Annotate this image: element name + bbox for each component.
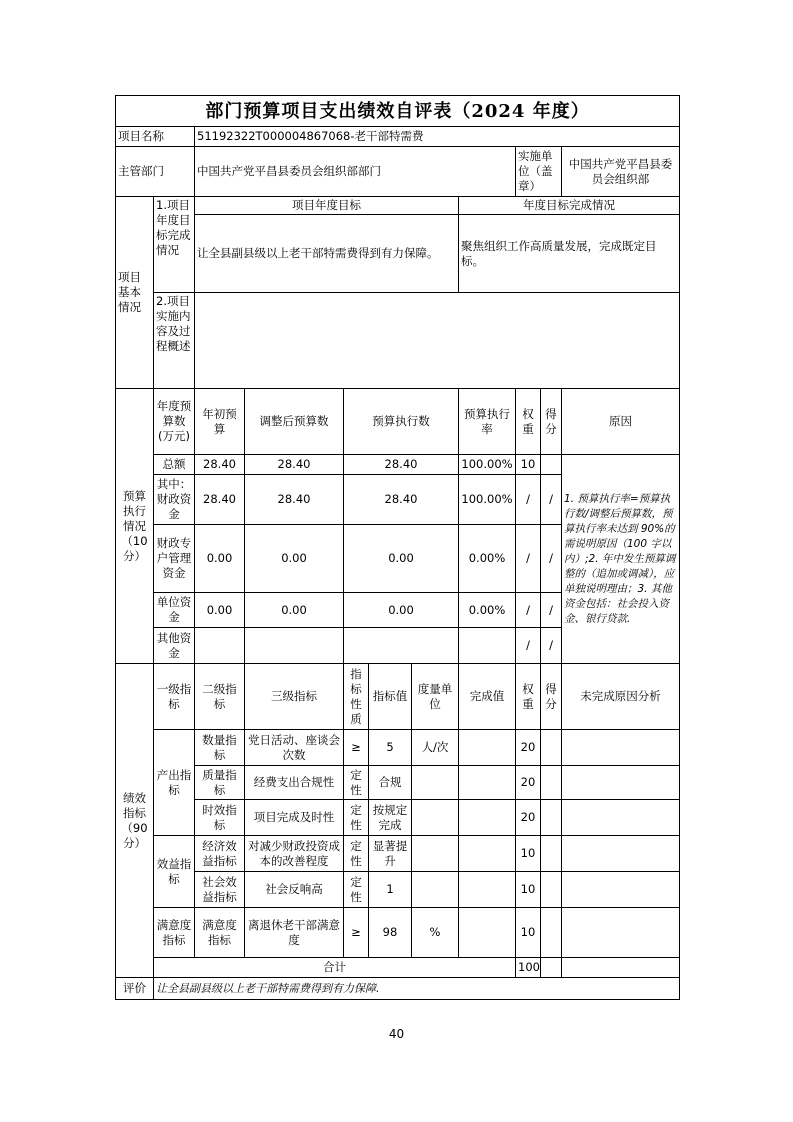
budget-adjusted: 0.00: [245, 593, 344, 628]
indicator-weight: 20: [516, 800, 541, 836]
level3-header: 三级指标: [245, 664, 344, 730]
indicator-analysis: [562, 908, 680, 958]
indicator-score: [541, 872, 562, 908]
indicator-nature: 定性: [344, 872, 369, 908]
indicator-completion: [459, 908, 516, 958]
indicator-completion: [459, 800, 516, 836]
budget-adjusted: [245, 628, 344, 664]
indicator-level3: 经费支出合规性: [245, 766, 344, 800]
indicator-value: 按规定完成: [369, 800, 412, 836]
executed-budget-header: 预算执行数: [344, 389, 459, 455]
indicator-completion: [459, 766, 516, 800]
initial-budget-header: 年初预算: [195, 389, 245, 455]
dept-value: 中国共产党平昌县委员会组织部部门: [195, 147, 516, 197]
completion-value-header: 完成值: [459, 664, 516, 730]
nature-header: 指标性质: [344, 664, 369, 730]
budget-executed: 0.00: [344, 525, 459, 593]
indicator-nature: ≥: [344, 730, 369, 766]
impl-unit-label: 实施单位（盖章）: [516, 147, 562, 197]
indicator-unit: 人/次: [412, 730, 459, 766]
budget-note: 1. 预算执行率=预算执行数/调整后预算数，预算执行率未达到 90%的需说明原因（100 字以内）;2. 年中发生预算调整的（追加或调减），应单独说明理由；3. 其他资金包括：社会投入资金、银行贷款.: [562, 455, 680, 664]
indicator-analysis: [562, 836, 680, 872]
level2-header: 二级指标: [195, 664, 245, 730]
indicator-nature: 定性: [344, 836, 369, 872]
page-number: 40: [388, 1027, 405, 1041]
goal-text: 让全县副县级以上老干部特需费得到有力保障。: [195, 215, 459, 293]
basic-info-label: 项目基本情况: [116, 197, 154, 389]
indicator-score: [541, 908, 562, 958]
indicator-level2: 数量指标: [195, 730, 245, 766]
budget-adjusted: 28.40: [245, 475, 344, 525]
budget-score: /: [541, 475, 562, 525]
budget-executed: [344, 628, 459, 664]
budget-initial: 0.00: [195, 593, 245, 628]
indicator-level3: 对减少财政投资成本的改善程度: [245, 836, 344, 872]
indicator-nature: ≥: [344, 908, 369, 958]
indicator-level3: 项目完成及时性: [245, 800, 344, 836]
total-score: [541, 958, 562, 978]
indicator-analysis: [562, 800, 680, 836]
output-group-label: 产出指标: [154, 730, 195, 836]
indicator-level2: 社会效益指标: [195, 872, 245, 908]
satisfaction-group-label: 满意度指标: [154, 908, 195, 958]
completion-header: 年度目标完成情况: [459, 197, 680, 215]
budget-weight: /: [516, 628, 541, 664]
budget-weight: /: [516, 593, 541, 628]
indicator-unit: [412, 766, 459, 800]
perf-score-header: 得分: [541, 664, 562, 730]
indicator-level3: 社会反响高: [245, 872, 344, 908]
value-header: 指标值: [369, 664, 412, 730]
implementation-label: 2.项目实施内容及过程概述: [154, 293, 195, 389]
dept-label: 主管部门: [116, 147, 195, 197]
indicator-unit: %: [412, 908, 459, 958]
budget-row-label: 其他资金: [154, 628, 195, 664]
indicator-nature: 定性: [344, 800, 369, 836]
reason-header: 原因: [562, 389, 680, 455]
weight-header: 权重: [516, 389, 541, 455]
goal-header: 项目年度目标: [195, 197, 459, 215]
indicator-completion: [459, 730, 516, 766]
indicator-score: [541, 766, 562, 800]
execution-rate-header: 预算执行率: [459, 389, 516, 455]
budget-rate: 0.00%: [459, 593, 516, 628]
budget-score: /: [541, 628, 562, 664]
budget-row-label: 其中：财政资金: [154, 475, 195, 525]
document-title: 部门预算项目支出绩效自评表（2024 年度）: [116, 96, 680, 127]
budget-rate: [459, 628, 516, 664]
benefit-group-label: 效益指标: [154, 836, 195, 908]
budget-row-label: 财政专户管理资金: [154, 525, 195, 593]
adjusted-budget-header: 调整后预算数: [245, 389, 344, 455]
score-header: 得分: [541, 389, 562, 455]
total-label: 合计: [154, 958, 516, 978]
indicator-unit: [412, 836, 459, 872]
indicator-analysis: [562, 872, 680, 908]
budget-initial: [195, 628, 245, 664]
budget-weight: 10: [516, 455, 541, 475]
budget-rate: 0.00%: [459, 525, 516, 593]
indicator-level2: 经济效益指标: [195, 836, 245, 872]
budget-initial: 28.40: [195, 455, 245, 475]
indicator-score: [541, 730, 562, 766]
goal-completion-label: 1.项目年度目标完成情况: [154, 197, 195, 293]
implementation-text: [195, 293, 680, 389]
project-name-value: 51192322T000004867068-老干部特需费: [195, 127, 680, 147]
unit-header: 度量单位: [412, 664, 459, 730]
indicator-score: [541, 800, 562, 836]
indicator-level2: 时效指标: [195, 800, 245, 836]
indicator-value: 5: [369, 730, 412, 766]
indicator-weight: 20: [516, 766, 541, 800]
completion-text: 聚焦组织工作高质量发展，完成既定目标。: [459, 215, 680, 293]
indicator-completion: [459, 872, 516, 908]
indicator-value: 1: [369, 872, 412, 908]
indicator-value: 显著提升: [369, 836, 412, 872]
budget-adjusted: 28.40: [245, 455, 344, 475]
budget-weight: /: [516, 475, 541, 525]
indicator-weight: 20: [516, 730, 541, 766]
budget-rate: 100.00%: [459, 475, 516, 525]
budget-section-label: 预算执行情况（10 分）: [116, 389, 154, 664]
budget-score: /: [541, 593, 562, 628]
indicator-completion: [459, 836, 516, 872]
budget-executed: 28.40: [344, 475, 459, 525]
budget-score: /: [541, 525, 562, 593]
project-name-label: 项目名称: [116, 127, 195, 147]
budget-weight: /: [516, 525, 541, 593]
budget-initial: 0.00: [195, 525, 245, 593]
budget-initial: 28.40: [195, 475, 245, 525]
indicator-weight: 10: [516, 836, 541, 872]
budget-rate: 100.00%: [459, 455, 516, 475]
indicator-weight: 10: [516, 872, 541, 908]
budget-row-label: 总额: [154, 455, 195, 475]
indicator-level3: 党日活动、座谈会次数: [245, 730, 344, 766]
indicator-value: 合规: [369, 766, 412, 800]
indicator-nature: 定性: [344, 766, 369, 800]
budget-executed: 28.40: [344, 455, 459, 475]
budget-score: [541, 455, 562, 475]
budget-row-label: 单位资金: [154, 593, 195, 628]
performance-section-label: 绩效指标（90 分）: [116, 664, 154, 978]
indicator-unit: [412, 872, 459, 908]
indicator-unit: [412, 800, 459, 836]
indicator-analysis: [562, 766, 680, 800]
indicator-weight: 10: [516, 908, 541, 958]
evaluation-text: 让全县副县级以上老干部特需费得到有力保障.: [154, 978, 680, 1000]
budget-executed: 0.00: [344, 593, 459, 628]
perf-weight-header: 权重: [516, 664, 541, 730]
indicator-analysis: [562, 730, 680, 766]
indicator-score: [541, 836, 562, 872]
indicator-level3: 离退休老干部满意度: [245, 908, 344, 958]
evaluation-label: 评价: [116, 978, 154, 1000]
total-weight: 100: [516, 958, 541, 978]
analysis-header: 未完成原因分析: [562, 664, 680, 730]
budget-unit-header: 年度预算数(万元): [154, 389, 195, 455]
indicator-level2: 满意度指标: [195, 908, 245, 958]
indicator-value: 98: [369, 908, 412, 958]
indicator-level2: 质量指标: [195, 766, 245, 800]
self-evaluation-table: [115, 95, 680, 1000]
level1-header: 一级指标: [154, 664, 195, 730]
budget-adjusted: 0.00: [245, 525, 344, 593]
total-analysis: [562, 958, 680, 978]
impl-unit-value: 中国共产党平昌县委员会组织部: [562, 147, 680, 197]
